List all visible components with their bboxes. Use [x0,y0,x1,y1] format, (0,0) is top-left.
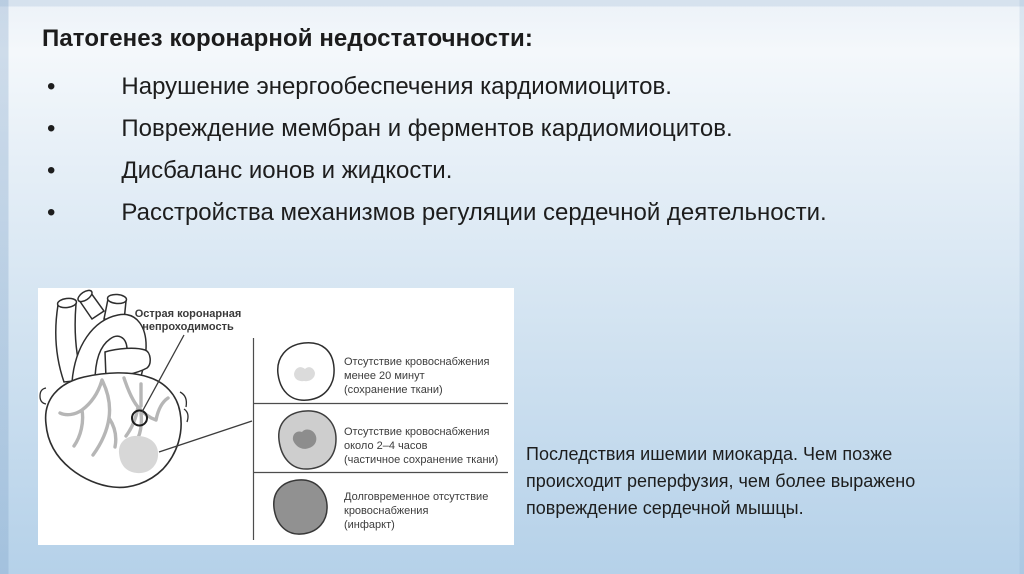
tissue-panel-3 [274,480,489,534]
heart-great-vessels [56,288,150,384]
bullet-item [42,70,872,104]
panel-1-text-line3: (сохранение ткани) [344,384,443,396]
ischemia-figure [38,288,514,545]
bullet-item [42,196,872,230]
bullet-text: Дисбаланс ионов и жидкости. [121,157,453,184]
panel-2-text-line2: около 2–4 часов [344,440,428,452]
bullet-marker: • [47,157,56,184]
occlusion-label-line2: непроходимость [142,321,234,333]
occlusion-label-line1: Острая коронарная [134,308,242,320]
bullet-list [42,70,872,238]
tissue-panel-1 [278,343,490,400]
panel-1-text-line1: Отсутствие кровоснабжения [344,356,490,368]
panel-3-text-line2: кровоснабжения [344,505,429,517]
bullet-marker: • [47,199,56,226]
bullet-item [42,154,872,188]
bullet-text: Расстройства механизмов регуляции сердечной деятельности. [121,199,827,226]
panel-2-text-line1: Отсутствие кровоснабжения [344,426,490,438]
page-title: Патогенез коронарной недостаточности: [42,25,533,52]
infarct-patch [119,436,158,473]
panel-3-text-line1: Долговременное отсутствие [344,491,489,503]
panel-1-text-line2: менее 20 минут [344,370,425,382]
bullet-marker: • [47,115,56,142]
bullet-item [42,112,872,146]
figure-caption: Последствия ишемии миокарда. Чем позже происходит реперфузия, чем более выражено повреждение сердечной мышцы. [526,444,916,518]
heart-diagram [38,288,514,545]
panel-3-text-line3: (инфаркт) [344,519,395,531]
tissue-panel-2 [279,411,499,469]
bullet-text: Нарушение энергообеспечения кардиомиоцитов. [121,73,672,100]
panel-2-text-line3: (частичное сохранение ткани) [344,454,499,466]
bullet-marker: • [47,73,56,100]
bullet-text: Повреждение мембран и ферментов кардиомиоцитов. [121,115,733,142]
